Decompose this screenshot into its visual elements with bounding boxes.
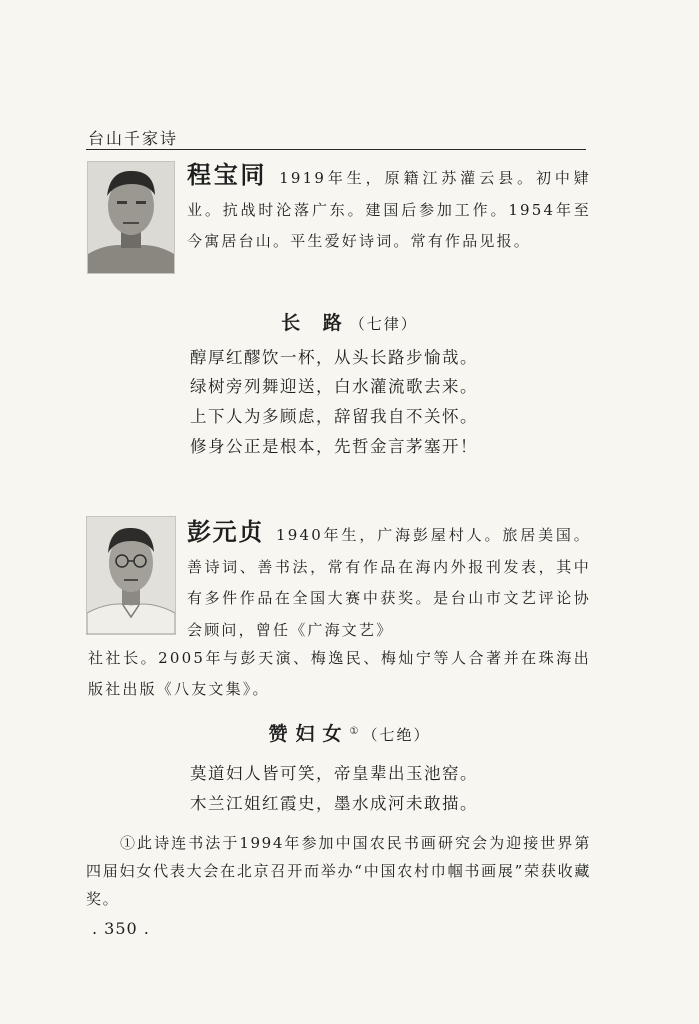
author-bio (187, 160, 591, 258)
poem-line: 绿树旁列舞迎送，白水灌流歌去来。 (190, 377, 478, 396)
poem-form: （七绝） (362, 726, 431, 744)
poem-title (0, 719, 699, 746)
running-title: 台山千家诗 (88, 129, 179, 148)
portrait-photo (87, 161, 175, 274)
poem-title-text: 长 路 (281, 312, 350, 334)
poem-line: 修身公正是根本，先哲金言茅塞开！ (190, 437, 478, 456)
header-rule (86, 149, 586, 150)
author-bio-text: 1940年生，广海彭屋村人。旅居美国。善诗词、善书法，常有作品在海内外报刊发表，其中有多件作品在全国大赛中获奖。是台山市文艺评论协会顾问，曾任《广海文艺》 (187, 526, 592, 639)
poem-line: 木兰江姐红霞史，墨水成河未敢描。 (190, 794, 478, 813)
author-name: 程宝同 (187, 161, 268, 189)
poem-title-text: 赞妇女 (268, 723, 350, 745)
footnote: ①此诗连书法于1994年参加中国农民书画研究会为迎接世界第四届妇女代表大会在北京召开而举办“中国农村巾帼书画展”荣获收藏奖。 (86, 834, 591, 908)
author-bio-text: 1919年生，原籍江苏灌云县。初中肄业。抗战时沦落广东。建国后参加工作。1954年至今寓居台山。平生爱好诗词。常有作品见报。 (187, 169, 591, 250)
poem-line: 莫道妇人皆可笑，帝皇辈出玉池窑。 (190, 764, 478, 783)
page-number: . 350 . (92, 919, 150, 938)
poem-line: 上下人为多顾虑，辞留我自不关怀。 (190, 407, 478, 426)
footnote-marker: ① (349, 726, 359, 737)
poem-line: 醇厚红醪饮一杯，从头长路步愉哉。 (190, 348, 478, 367)
portrait-photo (86, 516, 176, 635)
author-name: 彭元贞 (187, 518, 265, 546)
author-bio-continued: 社社长。2005年与彭天演、梅逸民、梅灿宁等人合著并在珠海出版社出版《八友文集》。 (88, 649, 591, 698)
poem-title (0, 308, 699, 335)
poem-form: （七律） (349, 315, 418, 333)
author-bio (187, 517, 591, 646)
